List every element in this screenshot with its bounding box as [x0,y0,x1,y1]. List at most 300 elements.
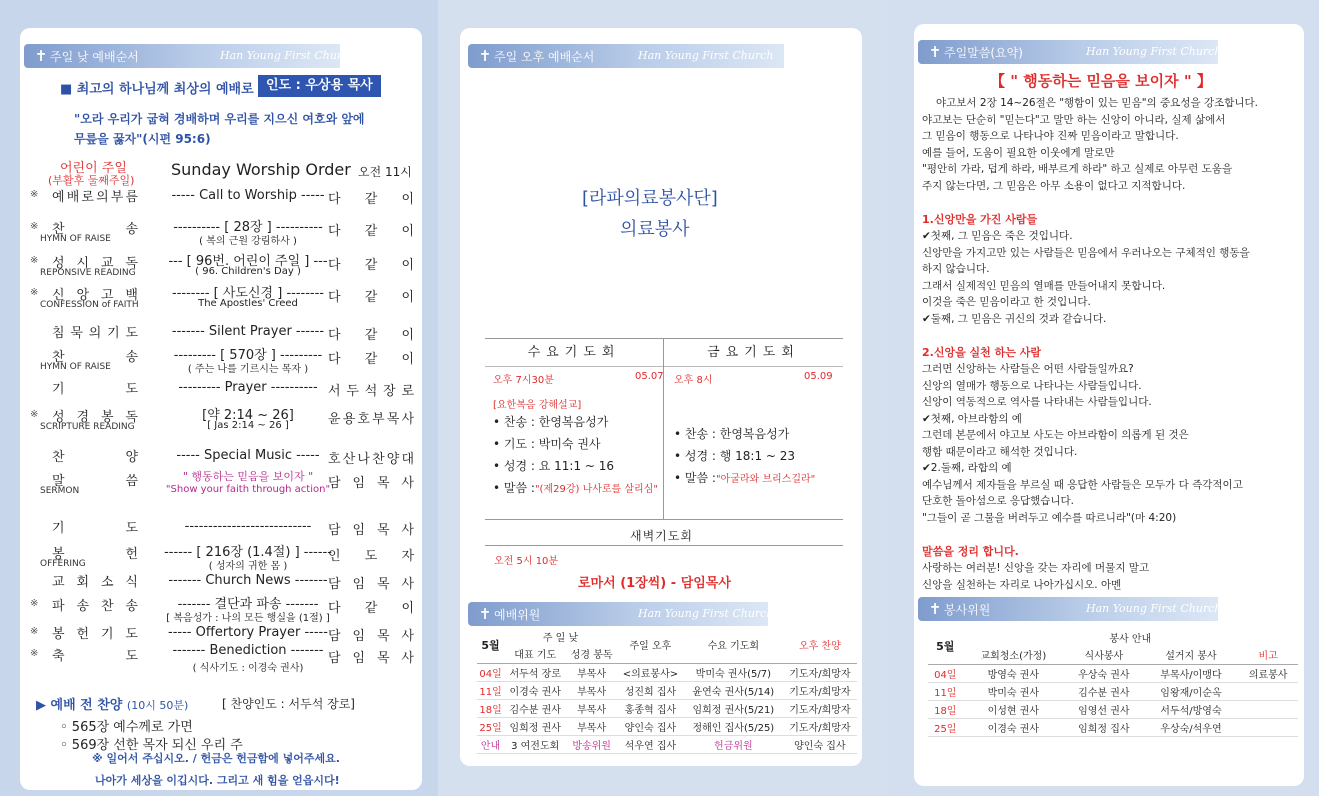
order-item-person [328,380,414,399]
service-cell: 우상숙/석우연 [1144,718,1239,736]
committee-row [477,699,857,717]
order-item-person-char: 산 [342,452,356,467]
left-header [24,44,356,68]
service-cell: 25일 [928,718,963,736]
order-item-name [52,571,138,590]
committee-h-rep: 대표 기도 [504,645,566,663]
cross-icon: ✝ [928,43,942,61]
order-item-detail-sub: ( 복의 근원 강림하사 ) [199,236,297,247]
church-name: Han Young First Church [638,49,774,62]
required-stand-icon: ※ [30,626,39,637]
order-item-english: HYMN OF RAISE [40,362,111,372]
hymn-1: ◦ 565장 예수께로 가면 [60,720,193,735]
order-item-person-char: 임 [352,651,366,666]
required-stand-icon: ※ [30,221,39,232]
dawn-title: 새벽기도회 [630,529,693,543]
order-item-person-char: 다 [328,258,341,273]
order-item-person [328,545,414,564]
committee-row [477,717,857,735]
committee-cell: 04일 [477,663,504,681]
wed-prayer-leader: • 기도 : 박미숙 권사 [493,437,601,451]
service-h-guide: 봉사 안내 [1109,633,1152,645]
order-item-char: 씀 [125,474,138,489]
order-item-char: 송 [125,350,138,365]
order-item-char: 찬 [52,450,65,465]
order-item-char: 기 [52,382,65,397]
sermon-line: 그러면 신앙하는 사람들은 어떤 사람들일까요? [922,363,1134,375]
committee-cell: 성진희 집사 [617,681,684,699]
cross-icon: ✝ [928,600,942,618]
service-header [918,597,1222,621]
committee-cell: 25일 [477,717,504,735]
order-item-char: 도 [125,382,138,397]
order-item-person-char: 두 [346,384,359,399]
right-header-title: 주일말씀(요약) [944,46,1023,60]
order-row [30,378,416,404]
order-item-person-char: 임 [352,629,366,644]
order-item-char: 신 [52,288,65,303]
order-item-char: 파 [52,599,65,614]
order-item-char: 축 [52,649,65,664]
order-item-english: SCRIPTURE READING [40,422,135,432]
sermon-line: 그런데 본문에서 야고보 사도는 아브라함이 의롭게 된 것은 [922,429,1189,441]
sermon-line: 이것을 죽은 믿음이라고 한 것입니다. [922,296,1091,308]
order-item-person-char: 같 [364,258,378,273]
order-item-char: 찬 [100,599,114,614]
order-item-char: 묵 [70,326,83,341]
day-subtitle: (부활후 둘째주일) [48,174,135,187]
order-item-person [328,348,414,367]
sermon-line: ✔2.둘째, 라합의 예 [922,462,1012,474]
order-item-person-char: 호 [357,412,370,427]
order-item-person-char: 같 [364,224,378,239]
committee-h-read: 성경 봉독 [566,645,617,663]
service-cell: 의료봉사 [1238,664,1298,682]
fri-time: 오후 8시 [674,375,713,386]
service-cell: 18일 [928,700,963,718]
section1-body [922,228,1250,327]
committee-guide-cell: 석우연 집사 [617,735,684,753]
order-item-person-char: 담 [328,651,341,666]
order-item-person [328,647,414,666]
order-item-char: 찬 [52,222,65,237]
order-item-char: 시 [76,256,90,271]
order-item-person [328,625,414,644]
order-item-char: 송 [76,599,90,614]
order-item-person-char: 사 [401,629,414,644]
committee-cell: <의료봉사> [617,663,684,681]
order-item-person [328,324,414,343]
order-item-char: 배 [66,190,80,205]
committee-cell: 11일 [477,681,504,699]
service-cell: 임희정 집사 [1064,718,1143,736]
left-header-title: 주일 낮 예배순서 [50,50,139,64]
fri-scripture: • 성경 : 행 18:1 ~ 23 [674,449,796,463]
order-item-person [328,597,414,616]
sermon-line: "그들이 곧 그물을 버려두고 예수를 따르니라"(마 4:20) [922,511,1177,524]
order-item-detail-sub: "Show your faith through action" [165,484,331,495]
sermon-line: 신앙의 열매가 행동으로 나타나는 사람들입니다. [922,379,1142,392]
wed-time: 오후 7시30분 [493,375,554,386]
order-item-person [328,286,414,305]
order-item-char: 도 [125,649,138,664]
sermon-line: 하지 않습니다. [922,263,990,275]
medical-title: [라파의료봉사단] [582,188,718,209]
order-item-char: 봉 [52,627,65,642]
committee-cell: 박미숙 권사(5/7) [684,663,783,681]
service-h-meal: 식사봉사 [1064,646,1143,664]
committee-cell: 기도자/희망자 [783,699,857,717]
wed-sermon-label: • 말씀 : [493,481,535,495]
order-item-english: SERMON [40,486,80,496]
order-item-char: 헌 [125,547,138,562]
order-item-person-char: 임 [352,523,366,538]
order-row [30,186,416,212]
order-item-detail: ------ [ 216장 (1.4절) ] ------ [164,545,332,560]
committee-table [477,627,857,754]
order-item-char: 백 [125,288,138,303]
theme-label: ■ 최고의 하나님께 최상의 예배로 [60,82,254,97]
medical-subtitle: 의료봉사 [620,219,690,240]
service-cell: 서두석/방영숙 [1144,700,1239,718]
order-row [30,252,416,278]
order-row [30,470,416,496]
order-item-person-char: 석 [364,384,378,399]
order-item-person-char: 양 [386,452,400,467]
order-item-person-char: 용 [342,412,356,427]
order-item-detail-sub: ( 성자의 귀한 몸 ) [208,561,288,572]
order-item-detail: ----- Special Music ----- [176,448,320,463]
church-name: Han Young First Church [1086,602,1222,615]
order-item-name [52,595,138,614]
order-row [30,595,416,624]
order-item-person [328,573,414,592]
wed-scripture: • 성경 : 요 11:1 ~ 16 [493,459,615,473]
order-item-char: 고 [100,288,114,303]
sermon-line: ✔둘째, 그 믿음은 귀신의 것과 같습니다. [922,312,1107,325]
dawn-time: 오전 5시 10분 [494,556,559,567]
order-item-person-char: 같 [364,328,378,343]
order-item-person-char: 인 [328,549,341,564]
sermon-line: 그 믿음이 행동으로 나타나야 진짜 믿음이라고 말합니다. [922,130,1179,142]
order-item-person-char: 임 [352,476,366,491]
committee-cell: 임희정 권사 [504,717,566,735]
order-item-char: 예 [52,190,65,205]
service-cell: 임왕재/이순옥 [1144,682,1239,700]
order-item-detail: --------- [ 570장 ] --------- [173,348,323,363]
committee-guide-cell: 안내 [477,735,504,753]
order-item-char: 봉 [100,410,114,425]
order-item-char: 송 [125,599,138,614]
order-item-person-char: 이 [401,224,414,239]
pre-praise-label [36,694,188,713]
order-item-detail-sub: The Apostles' Creed [198,298,298,309]
order-item-person-char: 목 [376,629,390,644]
committee-h-praise: 오후 찬양 [783,627,857,663]
church-name: Han Young First Church [1086,45,1222,58]
order-item-person-char: 다 [328,352,341,367]
order-item-person-char: 대 [401,452,414,467]
order-item-detail: [약 2:14 ~ 26] [202,408,294,423]
church-name: Han Young First Church [638,607,774,620]
committee-h-wed: 수요 기도회 [684,627,783,663]
service-row [928,664,1298,682]
order-item-english: HYMN OF RAISE [40,234,111,244]
order-item-person-char: 부 [372,412,385,427]
order-item-detail: ------- 결단과 파송 ------- [177,597,319,612]
order-item-person-char: 목 [386,412,400,427]
service-row [928,682,1298,700]
order-row [30,218,416,247]
order-item-person-char: 임 [352,577,366,592]
sermon-line: 그래서 실제적인 믿음의 열매를 만들어내지 못합니다. [922,279,1166,292]
committee-cell: 부목사 [566,681,617,699]
order-item-person-char: 이 [401,601,414,616]
order-item-person [328,188,414,207]
order-item-detail: ------- Church News ------- [168,573,328,588]
order-item-detail-sub: ( 96. Children's Day ) [195,266,301,277]
order-item-detail-sub: ( 주는 나를 기르시는 목자 ) [187,364,309,375]
committee-cell: 홍종혁 집사 [617,699,684,717]
order-item-person-char: 다 [328,290,341,305]
committee-cell: 18일 [477,699,504,717]
order-row [30,543,416,572]
service-cell: 박미숙 권사 [963,682,1065,700]
middle-header [468,44,784,68]
order-item-person [328,519,414,538]
order-row [30,406,416,432]
service-cell: 11일 [928,682,963,700]
order-item-person-char: 다 [328,328,341,343]
sermon-line: 신앙이 역동적으로 역사를 나타내는 사람들입니다. [922,396,1152,408]
right-header [918,40,1222,64]
middle-header-title: 주일 오후 예배순서 [494,50,595,64]
order-item-person-char: 이 [401,352,414,367]
section2-body [922,361,1243,526]
order-item-name [52,186,138,205]
order-item-detail: ----- Offertory Prayer ----- [168,625,328,640]
required-stand-icon: ※ [30,189,39,200]
dawn-divider [485,545,843,546]
order-item-name [52,378,138,397]
committee-cell: 부목사 [566,717,617,735]
committee-cell: 윤연숙 권사(5/14) [684,681,783,699]
service-cell: 부목사/이맹다 [1144,664,1239,682]
order-item-char: 교 [100,256,114,271]
wed-title: 수요기도회 [485,339,663,367]
committee-cell: 이경숙 권사 [504,681,566,699]
pre-praise-leader: [ 찬양인도 : 서두석 장로] [222,697,355,711]
order-item-char: 성 [52,410,65,425]
order-item-person-char: 나 [357,452,370,467]
order-item-detail: ----- Call to Worship ----- [171,188,325,203]
order-item-char: 침 [52,326,65,341]
order-title: Sunday Worship Order [171,160,351,179]
wed-date: 05.07 [635,371,664,382]
sermon-line: 단호한 돌아섬으로 응답했습니다. [922,495,1075,507]
sermon-line: 주지 않는다면, 그 믿음은 아무 소용이 없다고 지적합니다. [922,179,1186,192]
order-item-person-char: 사 [401,523,414,538]
order-item-char: 도 [125,521,138,536]
order-row [30,643,416,674]
order-item-name [52,645,138,664]
order-item-person-char: 같 [364,601,378,616]
required-stand-icon: ※ [30,255,39,266]
hymn-2: ◦ 569장 선한 목자 되신 우리 주 [60,738,243,753]
sermon-line: 야고보서 2장 14~26절은 "행함이 있는 믿음"의 중요성을 강조합니다. [936,97,1258,109]
notice: ※ 일어서 주십시오. / 헌금은 헌금함에 넣어주세요. [92,752,340,765]
sermon-line: ✔첫째, 아브라함의 예 [922,412,1022,425]
order-item-name [52,446,138,465]
order-item-person [328,448,414,467]
required-stand-icon: ※ [30,598,39,609]
sermon-line: ✔첫째, 그 믿음은 죽은 것입니다. [922,230,1073,242]
fri-sermon: "아굴라와 브리스길라" [715,474,816,485]
section1-title: 1.신앙만을 가진 사람들 [922,213,1038,226]
order-item-person-char: 사 [401,577,414,592]
order-item-detail: ------- Silent Prayer ------ [171,324,325,339]
section3-body [922,560,1149,593]
order-item-char: 기 [100,627,114,642]
committee-cell: 기도자/희망자 [783,663,857,681]
cross-icon: ✝ [478,605,492,623]
order-item-detail-sub: ( 식사기도 : 이경숙 권사) [192,663,304,674]
committee-guide-row [477,735,857,753]
service-header-title: 봉사위원 [944,603,991,617]
order-item-detail: ---------- [ 28장 ] ---------- [173,220,323,235]
prayer-meetings [485,338,843,520]
fri-date: 05.09 [804,371,833,382]
order-item-person-char: 로 [401,384,414,399]
service-row [928,700,1298,718]
order-item-char: 도 [125,627,138,642]
order-item-detail: --------------------------- [184,519,312,534]
fri-prayer [664,339,843,520]
order-item-person-char: 다 [328,601,341,616]
required-stand-icon: ※ [30,409,39,420]
service-h-note: 비고 [1238,646,1298,664]
sermon-title: 【 " 행동하는 믿음을 보이자 " 】 [990,72,1212,90]
service-table [928,628,1298,737]
committee-cell: 부목사 [566,699,617,717]
order-item-english: OFFERING [40,559,86,569]
order-row [30,346,416,375]
leader-badge: 인도 : 우상용 목사 [258,75,381,97]
service-cell: 04일 [928,664,963,682]
sermon-line: "평안히 가라, 덥게 하라, 배부르게 하라" 하고 실제로 아무런 도움을 [922,163,1233,175]
service-h-dish: 설거지 봉사 [1144,646,1239,664]
sermon-line: 야고보는 단순히 "믿는다"고 말만 하는 신앙이 아니라, 실제 삶에서 [922,113,1226,126]
order-item-english: CONFESSION of FAITH [40,300,139,310]
order-item-person-char: 자 [401,549,414,564]
order-item-detail: " 행동하는 믿음을 보이자 " [182,470,314,483]
order-item-char: 식 [125,575,138,590]
order-item-char: 말 [52,474,65,489]
order-item-person-char: 목 [376,476,390,491]
service-cell: 우상숙 권사 [1064,664,1143,682]
order-item-person-char: 이 [401,290,414,305]
service-cell: 임영선 권사 [1064,700,1143,718]
section2-title: 2.신앙을 실천 하는 사람 [922,346,1041,359]
service-h-clean: 교회청소(가정) [963,646,1065,664]
committee-guide-cell: 헌금위원 [684,735,783,753]
service-row [928,718,1298,736]
order-item-char: 봉 [52,547,65,562]
order-item-char: 름 [125,190,138,205]
committee-h-sunday: 주 일 낮 [542,632,579,644]
order-item-person-char: 같 [364,352,378,367]
order-item-person-char: 이 [401,192,414,207]
sermon-line: 신앙만을 가지고만 있는 사람들은 믿음에서 우러나오는 구체적인 행동을 [922,246,1250,259]
pre-praise-title: ▶ 예배 전 찬양 [36,698,123,713]
required-stand-icon: ※ [30,287,39,298]
service-cell [1238,682,1298,700]
sermon-line: 신앙을 실천하는 자리로 나아가십시오. 아멘 [922,578,1122,591]
order-item-person-char: 찬 [372,452,385,467]
order-item-char: 기 [52,521,65,536]
committee-row [477,681,857,699]
committee-cell: 부목사 [566,663,617,681]
order-item-detail-sub: [ 복음성가 : 나의 모든 행실을 (1절) ] [166,613,330,624]
verse-line1: "오라 우리가 굽혀 경배하며 우리를 지으신 여호와 앞에 [74,112,365,126]
order-item-person-char: 이 [401,328,414,343]
fri-hymn: • 찬송 : 한영복음성가 [674,427,790,441]
committee-row [477,663,857,681]
order-item-char: 찬 [52,350,65,365]
order-item-char: 의 [96,190,109,205]
service-cell: 방영숙 권사 [963,664,1065,682]
order-item-char: 앙 [76,288,90,303]
order-item-person [328,254,414,273]
order-time: 오전 11시 [358,165,412,179]
order-item-char: 독 [125,256,138,271]
order-item-char: 회 [76,575,90,590]
pre-praise-time: (10시 50분) [126,699,189,712]
dawn-text: 로마서 (1장씩) - 담임목사 [578,576,731,591]
committee-cell: 정해인 집사(5/25) [684,717,783,735]
cross-icon: ✝ [478,47,492,65]
sermon-intro [922,95,1258,194]
order-item-detail: -------- [ 사도신경 ] -------- [172,286,324,301]
sermon-line: 예를 들어, 도움이 필요한 이웃에게 말로만 [922,146,1115,159]
order-item-char: 교 [52,575,65,590]
section3-title: 말씀을 정리 합니다. [922,545,1019,558]
order-item-person-char: 담 [328,577,341,592]
order-item-person [328,408,414,427]
fri-title: 금요기도회 [664,339,843,367]
sermon-line: 예수님께서 제자들을 부르실 때 응답한 사람들은 모두가 다 즉각적이고 [922,478,1243,491]
church-name: Han Young First Church [220,49,356,62]
order-item-char: 양 [125,450,138,465]
order-item-person-char: 담 [328,629,341,644]
order-item-person-char: 사 [401,476,414,491]
order-item-person-char: 장 [383,384,396,399]
wed-series: [요한복음 강해설교] [493,400,582,411]
committee-cell: 기도자/희망자 [783,681,857,699]
order-item-person-char: 서 [328,384,341,399]
order-item-char: 로 [81,190,94,205]
order-item-person-char: 목 [376,577,390,592]
order-item-person-char: 담 [328,523,341,538]
committee-guide-cell: 3 여전도회 [504,735,566,753]
day-title: 어린이 주일 [60,161,127,176]
committee-guide-cell: 양인숙 집사 [783,735,857,753]
order-item-char: 경 [76,410,90,425]
order-item-char: 의 [88,326,102,341]
order-item-char: 부 [110,190,124,205]
wed-sermon: "(제29강) 나사로를 살리심" [534,484,658,495]
order-item-char: 송 [125,222,138,237]
